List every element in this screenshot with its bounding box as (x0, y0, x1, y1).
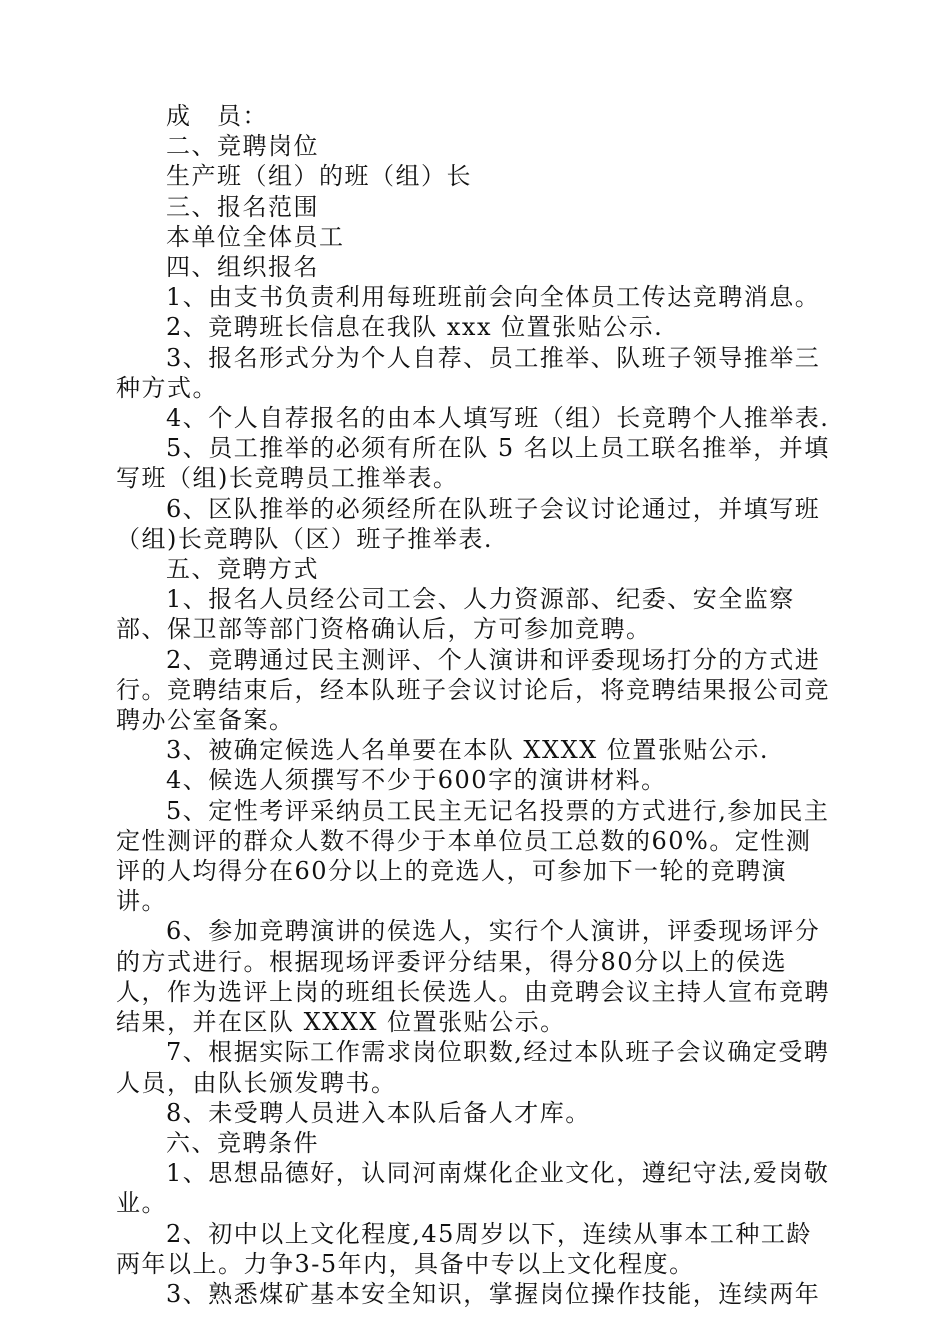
paragraph-method-8: 8、未受聘人员进入本队后备人才库。 (166, 1098, 591, 1127)
paragraph-position: 生产班（组）的班（组）长 (166, 162, 472, 191)
paragraph-registration-1: 1、由支书负责利用每班班前会向全体员工传达竞聘消息。 (166, 283, 821, 312)
paragraph-members: 成 员： (166, 102, 268, 130)
paragraph-registration-6: 6、区队推举的必须经所在队班子会议讨论通过，并填写班（组)长竞聘队（区）班子推举表. (116, 494, 821, 553)
paragraph-registration-4: 4、个人自荐报名的由本人填写班（组）长竞聘个人推举表. (166, 404, 830, 433)
heading-method: 五、竞聘方式 (166, 555, 319, 584)
heading-registration: 四、组织报名 (166, 253, 319, 282)
document-body (116, 101, 836, 1309)
paragraph-method-5: 5、定性考评采纳员工民主无记名投票的方式进行,参加民主定性测评的群众人数不得少于本单位员工总数的60%。定性测评的人均得分在60分以上的竞选人，可参加下一轮的竞聘演讲。 (116, 796, 830, 916)
paragraph-scope: 本单位全体员工 (166, 222, 345, 251)
paragraph-registration-2: 2、竞聘班长信息在我队 xxx 位置张贴公示. (166, 313, 664, 342)
paragraph-method-7: 7、根据实际工作需求岗位职数,经过本队班子会议确定受聘人员，由队长颁发聘书。 (116, 1038, 830, 1097)
paragraph-method-2: 2、竞聘通过民主测评、个人演讲和评委现场打分的方式进行。竞聘结束后，经本队班子会议讨论后，将竞聘结果报公司竞聘办公室备案。 (116, 645, 830, 735)
paragraph-method-6: 6、参加竞聘演讲的侯选人，实行个人演讲，评委现场评分的方式进行。根据现场评委评分结果，得分80分以上的侯选人，作为选评上岗的班组长侯选人。由竞聘会议主持人宣布竞聘结果，并在区队 XXXX 位置张贴公示。 (116, 917, 830, 1037)
heading-conditions: 六、竞聘条件 (166, 1128, 319, 1157)
paragraph-conditions-2: 2、初中以上文化程度,45周岁以下，连续从事本工种工龄两年以上。力争3-5年内，具备中专以上文化程度。 (116, 1219, 812, 1278)
paragraph-method-4: 4、候选人须撰写不少于600字的演讲材料。 (166, 766, 667, 795)
heading-scope: 三、报名范围 (166, 192, 319, 221)
heading-position: 二、竞聘岗位 (166, 132, 319, 161)
paragraph-registration-3: 3、报名形式分为个人自荐、员工推举、队班子领导推举三种方式。 (116, 343, 821, 402)
paragraph-conditions-3: 3、熟悉煤矿基本安全知识，掌握岗位操作技能，连续两年 (166, 1279, 821, 1308)
paragraph-method-3: 3、被确定候选人名单要在本队 XXXX 位置张贴公示. (166, 736, 769, 765)
paragraph-conditions-1: 1、思想品德好，认同河南煤化企业文化，遵纪守法,爱岗敬业。 (116, 1159, 830, 1218)
paragraph-method-1: 1、报名人员经公司工会、人力资源部、纪委、安全监察部、保卫部等部门资格确认后，方可参加竞聘。 (116, 585, 795, 644)
paragraph-registration-5: 5、员工推举的必须有所在队 5 名以上员工联名推举，并填写班（组)长竞聘员工推举表。 (116, 434, 830, 493)
